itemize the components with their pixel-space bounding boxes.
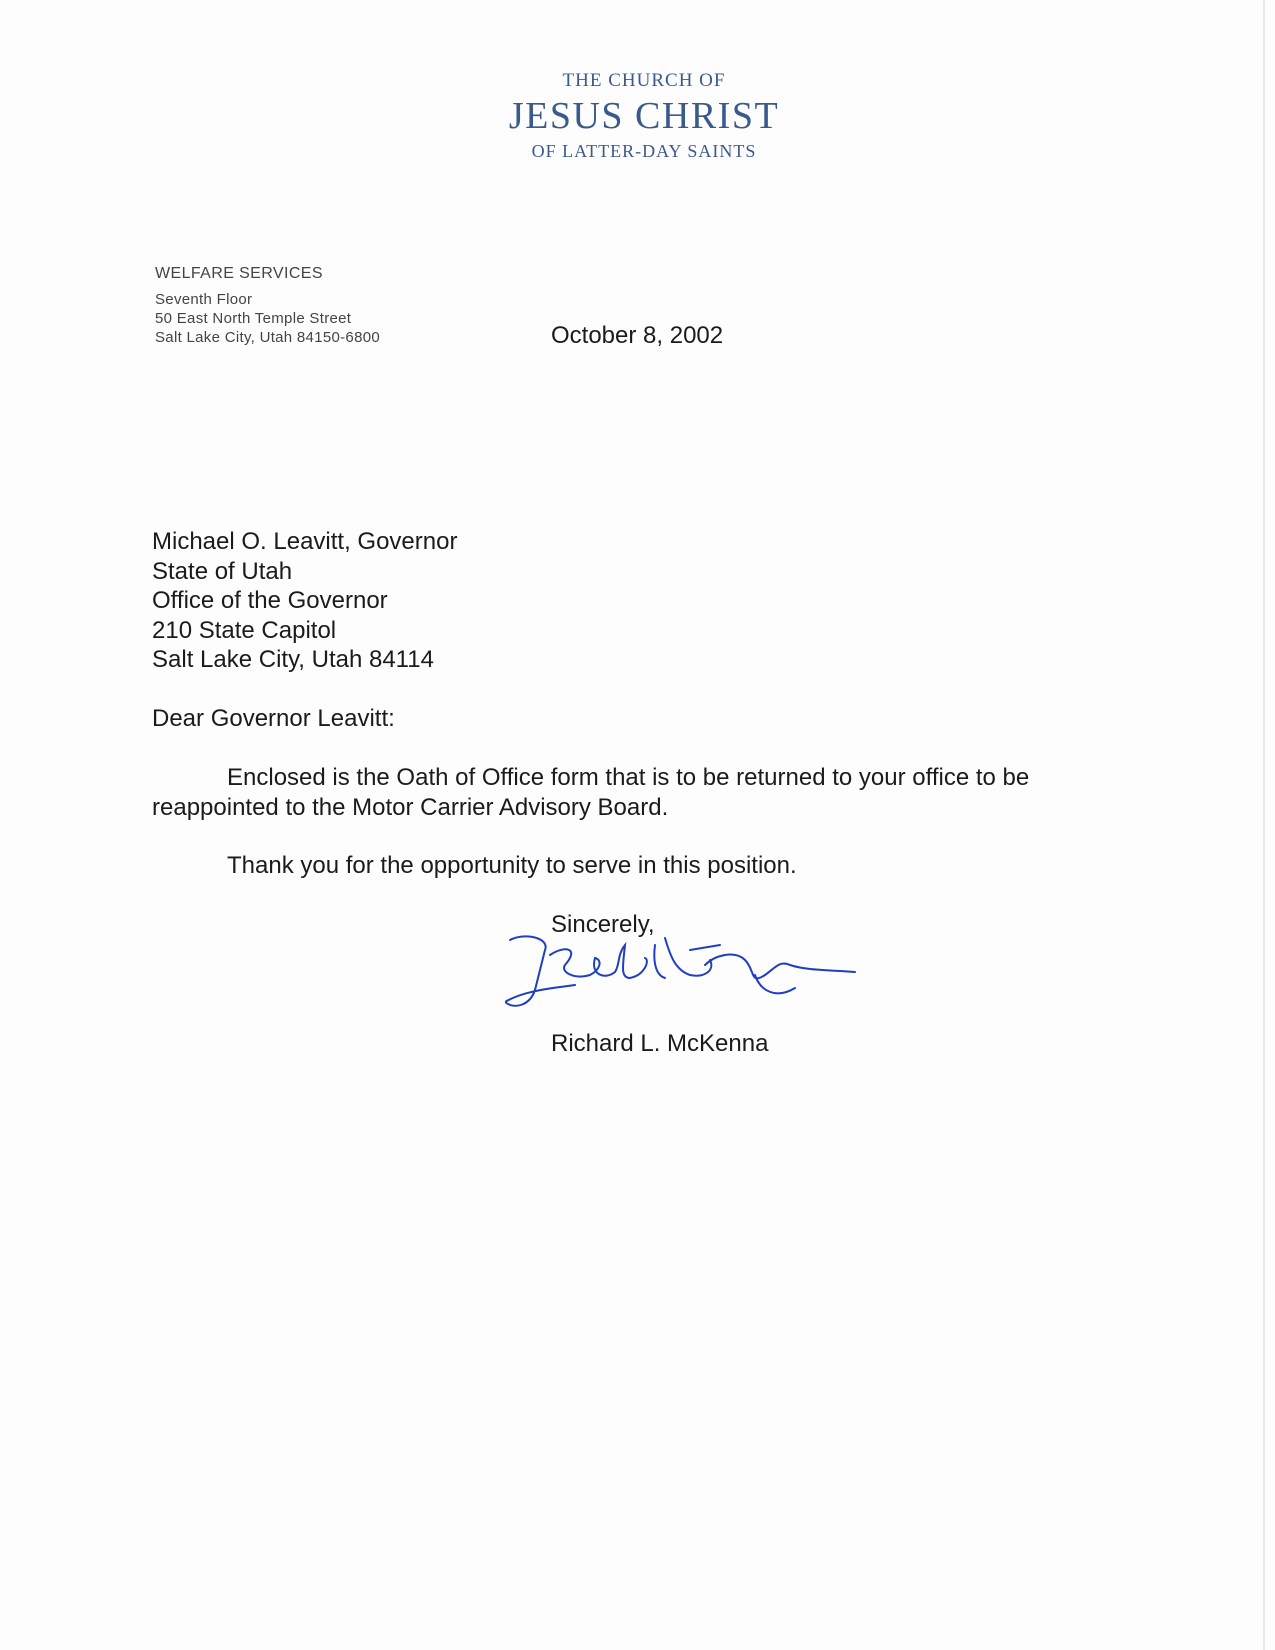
recipient-line: Office of the Governor <box>152 587 388 614</box>
body-paragraph: Thank you for the opportunity to serve in this position. <box>227 852 797 879</box>
closing: Sincerely, <box>551 911 655 938</box>
department-address-line: Salt Lake City, Utah 84150-6800 <box>155 329 380 346</box>
page-edge <box>1263 0 1265 1650</box>
letterhead-line-1: THE CHURCH OF <box>562 70 726 91</box>
letter-date: October 8, 2002 <box>551 322 724 349</box>
department-block <box>155 264 380 347</box>
recipient-line: Michael O. Leavitt, Governor <box>152 528 458 555</box>
letterhead <box>444 70 844 162</box>
department-address-line: Seventh Floor <box>155 291 253 308</box>
signature <box>505 930 905 1020</box>
department-name: WELFARE SERVICES <box>155 265 323 282</box>
recipient-line: 210 State Capitol <box>152 616 337 644</box>
department-address-line: 50 East North Temple Street <box>155 310 352 327</box>
body-paragraph: Enclosed is the Oath of Office form that is to be returned to your office to be reappointed to the Motor Carrier Advisory Board. <box>152 764 1030 821</box>
letterhead-line-2: JESUS CHRIST <box>508 95 780 137</box>
recipient-line: State of Utah <box>152 557 293 585</box>
salutation: Dear Governor Leavitt: <box>152 705 395 732</box>
signer-name: Richard L. McKenna <box>551 1030 769 1057</box>
recipient-line: Salt Lake City, Utah 84114 <box>152 646 434 673</box>
recipient-address <box>152 527 457 675</box>
letterhead-line-3: OF LATTER-DAY SAINTS <box>531 141 757 161</box>
